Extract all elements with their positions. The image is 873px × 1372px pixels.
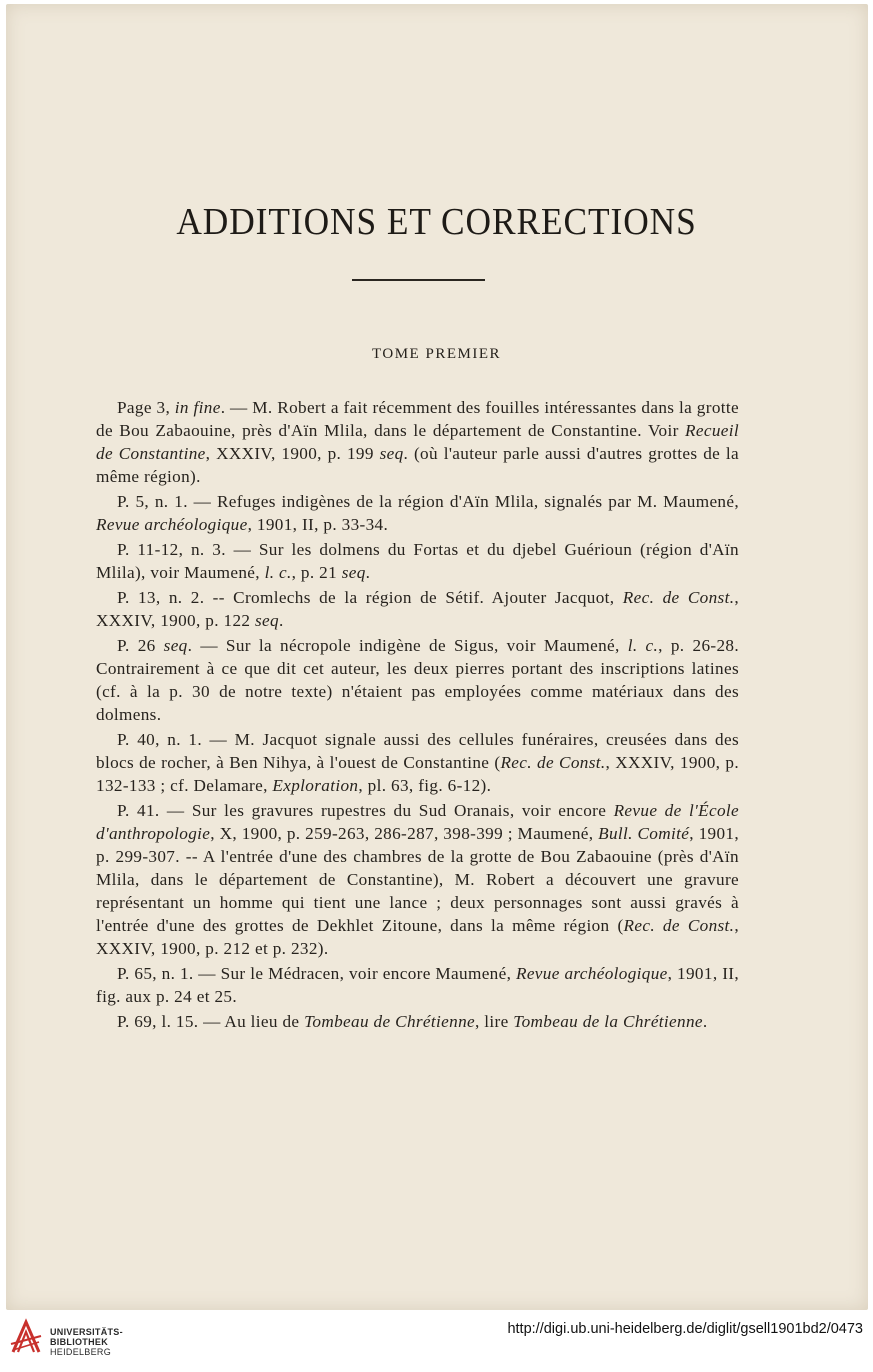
italic-text: Exploration (272, 776, 359, 795)
text-run: . (278, 611, 284, 630)
text-run: . — M. Robert a fait récemment des fouilles intéressantes dans la grotte de Bou Zabaouine, près d'Aïn Mlila, dans le département de Constantine. Voir (96, 398, 739, 440)
paragraph (96, 962, 739, 1008)
italic-text: in fine (174, 398, 221, 417)
italic-text: Tombeau de la Chrétienne (513, 1012, 703, 1031)
text-run: P. 40, n. 1. — M. Jacquot signale aussi des cellules funéraires, creusées dans des blocs de rocher, à Ben Nihya, à l'ouest de Constantine ( (96, 730, 739, 772)
paragraph (96, 799, 739, 960)
paragraph (96, 490, 739, 536)
body-text (96, 396, 739, 1035)
paragraph (96, 634, 739, 726)
text-run: P. 41. — Sur les gravures rupestres du Sud Oranais, voir encore (117, 801, 614, 820)
paragraph (96, 1010, 739, 1033)
text-run: , 1901, II, p. 33-34. (247, 515, 389, 534)
paragraph (96, 396, 739, 488)
text-run: P. 26 (117, 636, 164, 655)
text-run: , XXXIV, 1900, p. 199 (205, 444, 380, 463)
italic-text: l. c. (627, 636, 659, 655)
logo-text-line-1: UNIVERSITÄTS- (50, 1327, 123, 1337)
text-run: . (365, 563, 371, 582)
text-run: , pl. 63, fig. 6-12). (358, 776, 492, 795)
italic-text: Tombeau de Chrétienne (304, 1012, 475, 1031)
italic-text: l. c. (264, 563, 292, 582)
logo-text-line-3: HEIDELBERG (50, 1347, 112, 1357)
italic-text: seq (254, 611, 279, 630)
text-run: . — Sur la nécropole indigène de Sigus, voir Maumené, (187, 636, 628, 655)
library-logo-icon (9, 1318, 43, 1356)
italic-text: Revue de l'École d'anthropologie (96, 801, 739, 843)
footer-bar (0, 1310, 873, 1372)
paragraph (96, 538, 739, 584)
text-run: , lire (475, 1012, 514, 1031)
text-run: P. 13, n. 2. -- Cromlechs de la région de Sétif. Ajouter Jacquot, (117, 588, 623, 607)
text-run: , XXXIV, 1900, p. 132-133 ; cf. Delamare, (96, 753, 740, 795)
text-run: , XXXIV, 1900, p. 212 et p. 232). (96, 916, 739, 958)
paragraph (96, 586, 739, 632)
page-heading: ADDITIONS ET CORRECTIONS (176, 201, 697, 243)
logo-text-line-2: BIBLIOTHEK (50, 1337, 108, 1347)
paragraph (96, 728, 739, 797)
text-run: , 1901, II, fig. aux p. 24 et 25. (96, 964, 739, 1006)
italic-text: Recueil de Constantine (96, 421, 739, 463)
source-url-link[interactable]: http://digi.ub.uni-heidelberg.de/diglit/gsell1901bd2/0473 (507, 1321, 863, 1337)
text-run: P. 65, n. 1. — Sur le Médracen, voir encore Maumené, (117, 964, 516, 983)
text-run: . (702, 1012, 708, 1031)
italic-text: Bull. Comité (598, 824, 690, 843)
section-title: TOME PREMIER (372, 346, 501, 362)
italic-text: seq (379, 444, 404, 463)
italic-text: Revue archéologique (515, 964, 668, 983)
italic-text: seq (163, 636, 188, 655)
text-run: P. 11-12, n. 3. — Sur les dolmens du Fortas et du djebel Guérioun (région d'Aïn Mlila), voir Maumené, (96, 540, 739, 582)
italic-text: seq (341, 563, 366, 582)
heading-rule (352, 279, 485, 281)
text-run: Page 3, (117, 398, 175, 417)
text-run: , 1901, p. 299-307. -- A l'entrée d'une des chambres de la grotte de Bou Zabaouine (près d'Aïn Mlila, dans le département de Constantine), M. Robert a découvert une gravure représentant un homme qui tient une lance ; deux personnages sont aussi gravés à l'entrée d'une des grottes de Dekhlet Zitoune, dans la même région ( (96, 824, 740, 935)
italic-text: Rec. de Const. (500, 753, 606, 772)
text-run: , XXXIV, 1900, p. 122 (96, 588, 739, 630)
italic-text: Rec. de Const. (623, 916, 735, 935)
text-run: , X, 1900, p. 259-263, 286-287, 398-399 ; Maumené, (210, 824, 599, 843)
text-run: , p. 26-28. Contrairement à ce que dit cet auteur, les deux pierres portant des inscriptions latines (cf. à la p. 30 de notre texte) n'étaient pas employées comme matériaux dans des dolmens. (96, 636, 739, 724)
text-run: , p. 21 (291, 563, 342, 582)
italic-text: Revue archéologique (96, 515, 248, 534)
text-run: P. 69, l. 15. — Au lieu de (117, 1012, 305, 1031)
italic-text: Rec. de Const. (622, 588, 735, 607)
text-run: . (où l'auteur parle aussi d'autres grottes de la même région). (96, 444, 739, 486)
text-run: P. 5, n. 1. — Refuges indigènes de la région d'Aïn Mlila, signalés par M. Maumené, (117, 492, 739, 511)
